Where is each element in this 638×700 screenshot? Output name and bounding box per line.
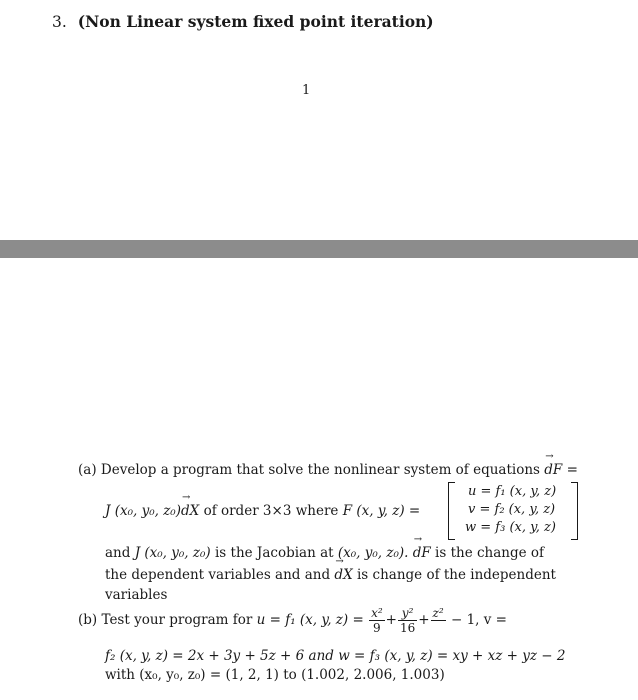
part-a-equals: = [566, 462, 578, 478]
part-b-line-3: with (x₀, y₀, z₀) = (1, 2, 1) to (1.002, 2.006, 1.003) [105, 667, 445, 683]
matrix-row-v: v = f₂ (x, y, z) [468, 502, 556, 517]
part-a-point: (x₀, y₀, z₀). [337, 545, 409, 561]
part-a-jacobian: J (x₀, y₀, z₀) [105, 503, 181, 519]
question-heading: (Non Linear system fixed point iteration) [77, 12, 434, 31]
fraction-2-numerator: y² [401, 606, 414, 620]
fraction-2-denominator: 16 [399, 621, 416, 635]
question-number: 3. [52, 13, 67, 31]
matrix-right-bracket [571, 482, 578, 540]
fraction-3-denominator [431, 620, 446, 635]
part-b-u: u = f₁ (x, y, z) = [256, 612, 364, 628]
part-a-line-5: variables [105, 587, 168, 603]
part-a-F: F (x, y, z) = [342, 503, 421, 519]
matrix-left-bracket [448, 482, 455, 540]
part-a-change-text: is the change of [435, 545, 545, 561]
fraction-z2 [431, 606, 446, 635]
part-a-jacobian-2: J (x₀, y₀, z₀) [134, 545, 211, 561]
matrix-row-w: w = f₃ (x, y, z) [465, 520, 556, 535]
part-a-line-2 [105, 503, 420, 519]
part-a-line-4 [105, 567, 556, 583]
fraction-x2-over-9 [369, 606, 385, 635]
part-a-jacobian-text: is the Jacobian at [214, 545, 334, 561]
part-a-dependent-text: the dependent variables and and [105, 567, 331, 583]
part-a-text-1: Develop a program that solve the nonlinear system of equations [100, 462, 540, 478]
question-title [52, 12, 434, 31]
part-b-line-1: (b) Test your program for u = f₁ (x, y, z) = $\frac{\text{x²}}{9}$ + $\frac{\text{y²}}{16}$ + z² − 1, v = [78, 606, 507, 635]
part-b-tail: − 1, v = [450, 612, 507, 628]
part-a-independent-text: is change of the independent [356, 567, 556, 583]
part-b-text-1: Test your program for [101, 612, 253, 628]
part-b-line-2: f₂ (x, y, z) = 2x + 3y + 5z + 6 and w = f₃ (x, y, z) = xy + xz + yz − 2 [105, 648, 566, 664]
part-a-dX-2: dX → [334, 567, 352, 583]
part-a-order-text: of order 3×3 where [203, 503, 339, 519]
fraction-1-denominator: 9 [369, 620, 385, 635]
fraction-3-numerator: z² [432, 606, 444, 620]
part-b-label: (b) [78, 612, 98, 628]
page-divider [0, 240, 638, 258]
part-a-and: and [105, 545, 131, 561]
part-a-dF: dF → [544, 462, 562, 478]
fraction-y2-over-16 [398, 606, 417, 635]
equation-matrix [448, 482, 578, 540]
fraction-1-numerator: x² [371, 606, 383, 620]
part-a-dX: dX → [181, 503, 199, 519]
part-a-dF-2: dF → [413, 545, 431, 561]
page-number: 1 [302, 83, 311, 98]
part-a-label: (a) [78, 462, 97, 478]
part-a-line-3 [105, 545, 544, 561]
matrix-row-u: u = f₁ (x, y, z) [468, 484, 557, 499]
part-a-line-1 [78, 462, 578, 478]
